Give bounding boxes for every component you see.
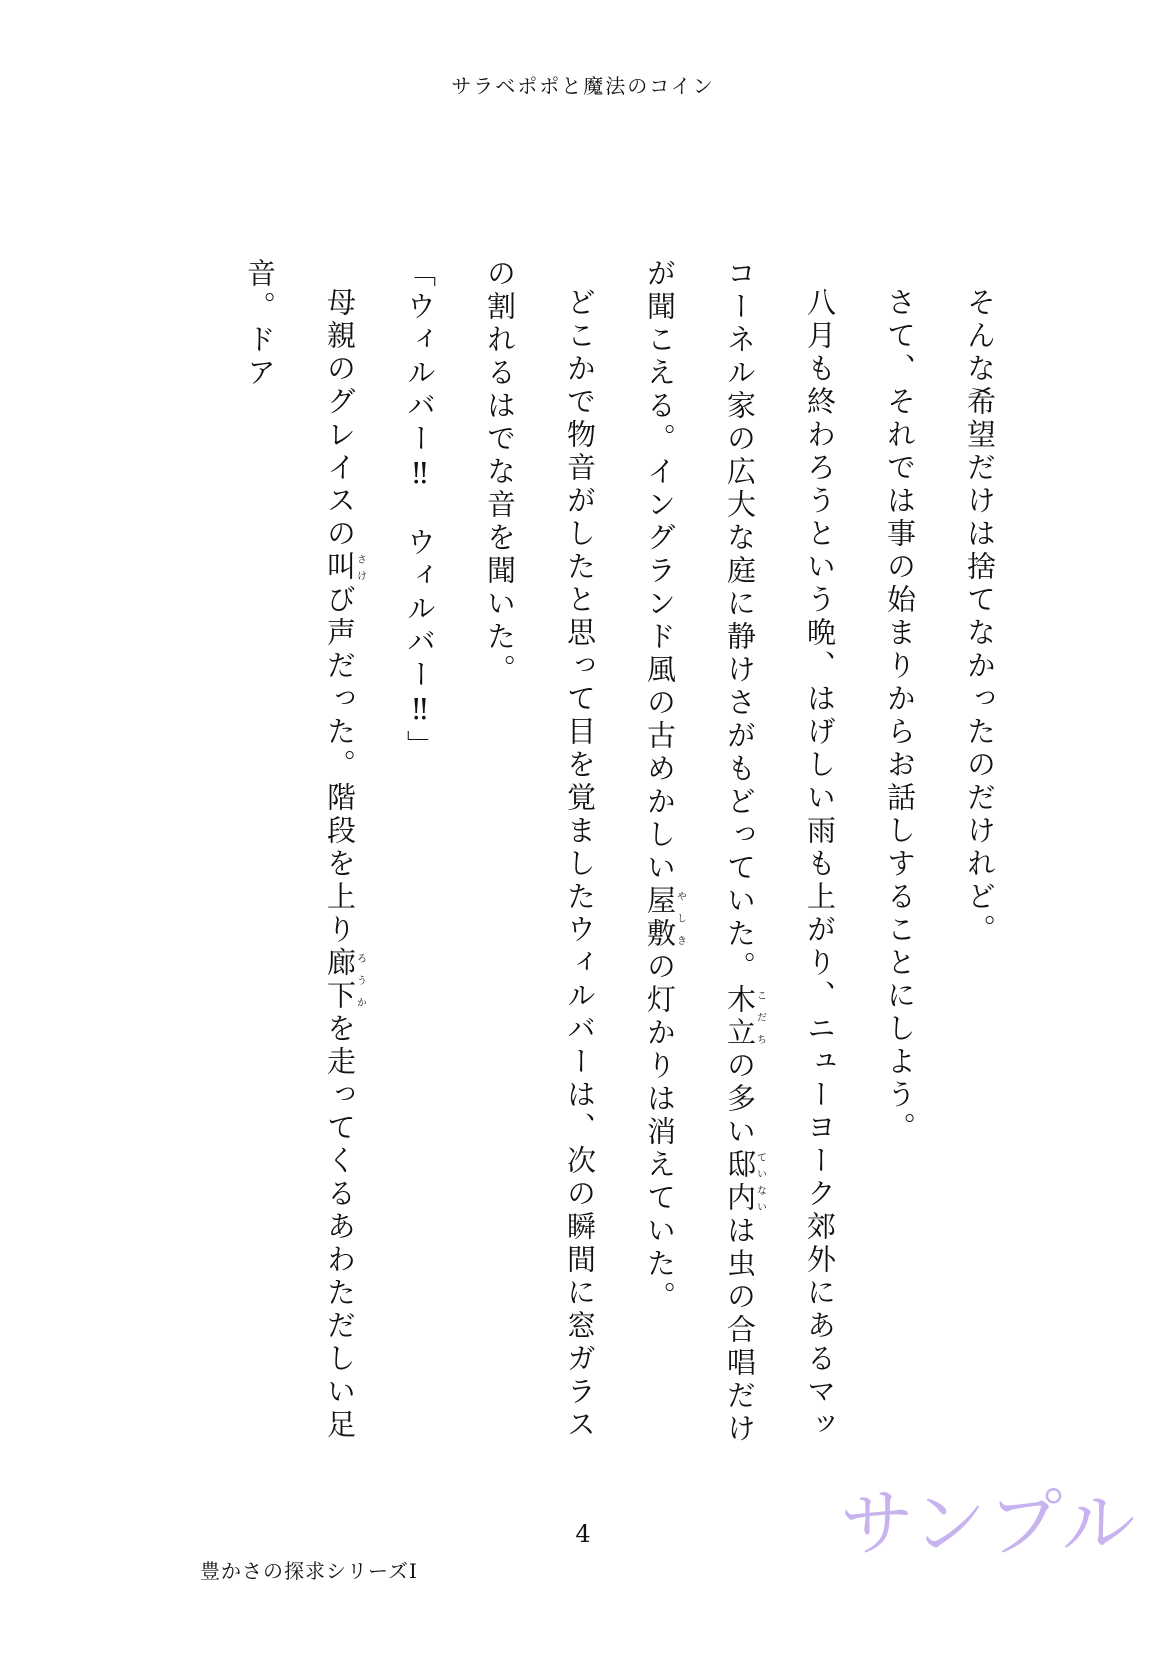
page-number: 4 [575,1520,591,1548]
paragraph-3-text-4: の灯かりは消えていた。 [643,951,677,1314]
paragraph-1: そんな希望だけは捨てなかったのだけれど。 [963,287,997,947]
ruby-kodachi-reading: こだち [754,984,766,1050]
ruby-yashiki-base: 屋敷 [643,885,677,951]
paragraph-6 [220,258,380,1458]
paragraph-3 [620,258,860,1458]
paragraph-6-text-3: を走ってくるあわただしい足音。ドア [243,258,357,1442]
ruby-yashiki [643,885,686,951]
ruby-sakebi-reading: さけ [354,551,366,584]
ruby-sakebi-base: 叫 [323,551,357,584]
ruby-teinai-reading: ていない [754,1149,766,1215]
running-header: サラベポポと魔法のコイン [451,74,715,98]
ruby-teinai [723,1149,766,1215]
dialogue-line: 「ウィルバー‼ ウィルバー‼」 [403,258,437,763]
paragraph-4: どこかで物音がしたと思って目を覚ましたウィルバーは、次の瞬間に窓ガラスの割れるはでな音を聞いた。 [483,258,597,1442]
body-text [150,258,1020,1458]
paragraph-6-text-1: 母親のグレイスの [323,287,357,551]
ruby-kodachi-base: 木立 [723,984,757,1050]
ruby-rouka-reading: ろうか [354,947,366,1013]
paragraph-3-text-1: 八月も終わろうという晩、はげしい雨も上がり、ニューヨーク郊外にあるマッコーネル家の広大な庭に静けさがもどっていた。 [723,258,837,1442]
ruby-rouka-base: 廊下 [323,947,357,1013]
ruby-sakebi [323,551,366,584]
series-title: 豊かさの探求シリーズⅠ [200,1559,418,1583]
paragraph-6-text-2: び声だった。階段を上り [323,584,357,947]
paragraph-3-text-2: の多い [723,1050,757,1149]
paragraph-2: さて、それでは事の始まりからお話しすることにしよう。 [883,287,917,1145]
ruby-yashiki-reading: やしき [674,885,686,951]
ruby-kodachi [723,984,766,1050]
ruby-rouka [323,947,366,1013]
sample-watermark: サンプル [840,1481,1138,1567]
ruby-teinai-base: 邸内 [723,1149,757,1215]
paragraph-3-text-3: は虫の合唱だけが聞こえる。イングランド風の古めかしい [643,258,757,1446]
